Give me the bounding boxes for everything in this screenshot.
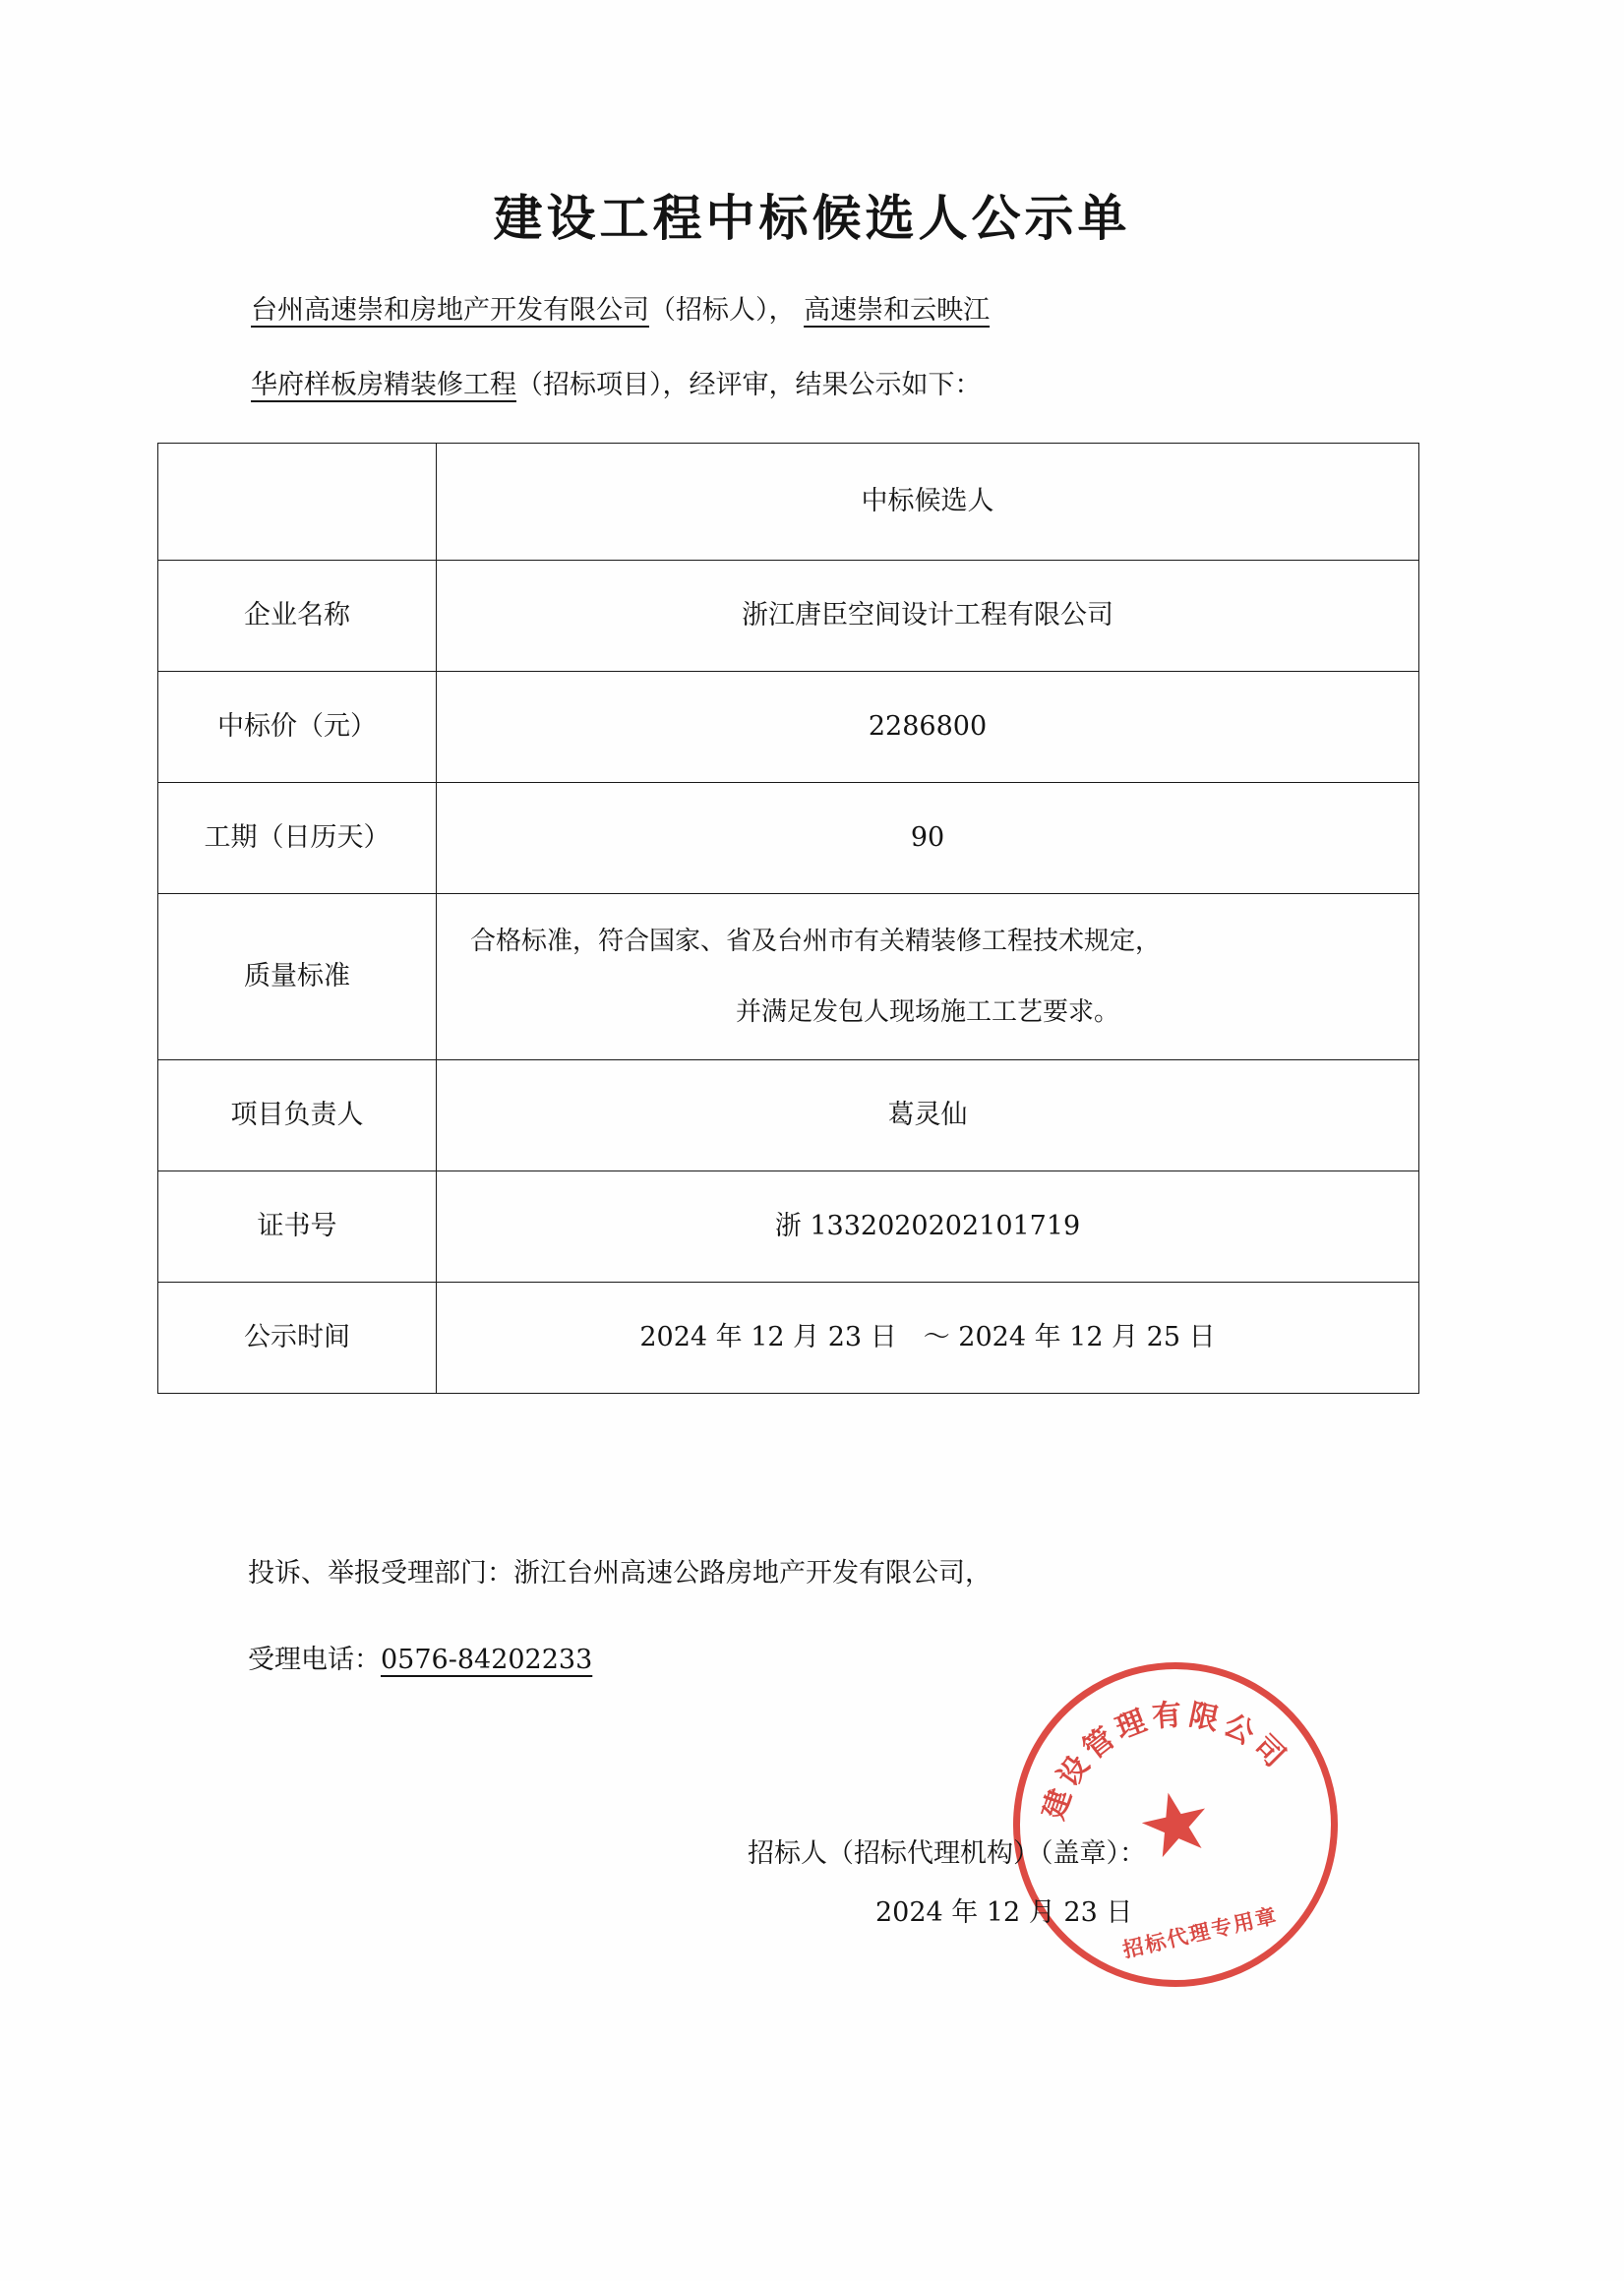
seal-top-text: 建设管理有限公司	[1036, 1697, 1295, 1825]
row-value-company: 浙江唐臣空间设计工程有限公司	[437, 561, 1419, 672]
table-row	[158, 783, 1419, 894]
signature-label: 招标人（招标代理机构）（盖章）：	[748, 1838, 1146, 1869]
table-row	[158, 1060, 1419, 1171]
table-row	[158, 1171, 1419, 1283]
table-row	[158, 672, 1419, 783]
table-row	[158, 894, 1419, 1060]
row-value-certificate: 浙 1332020202101719	[437, 1171, 1419, 1283]
row-label-company: 企业名称	[158, 561, 437, 672]
star-icon: ★	[1127, 1768, 1224, 1882]
page-title: 建设工程中标候选人公示单	[493, 189, 1131, 247]
complaint-department-line: 投诉、举报受理部门：浙江台州高速公路房地产开发有限公司，	[248, 1558, 992, 1589]
row-value-period: 2024 年 12 月 23 日 ～ 2024 年 12 月 25 日	[437, 1283, 1419, 1394]
row-value-price: 2286800	[437, 672, 1419, 783]
row-label-duration: 工期（日历天）	[158, 783, 437, 894]
candidate-table	[157, 443, 1419, 1394]
quality-text	[437, 906, 1418, 1048]
row-value-manager: 葛灵仙	[437, 1060, 1419, 1171]
table-row	[158, 1283, 1419, 1394]
row-value-duration: 90	[437, 783, 1419, 894]
header-empty-cell	[158, 444, 437, 561]
tenderee-suffix: （招标人），	[649, 295, 796, 326]
project-suffix: （招标项目），经评审，结果公示如下：	[516, 370, 982, 400]
quality-line-2: 并满足发包人现场施工工艺要求。	[735, 997, 1119, 1027]
phone-number: 0576-84202233	[381, 1645, 593, 1675]
row-label-price: 中标价（元）	[158, 672, 437, 783]
tenderee-name: 台州高速崇和房地产开发有限公司	[251, 295, 649, 326]
project-name-part2: 华府样板房精装修工程	[251, 370, 516, 400]
quality-line-1: 合格标准，符合国家、省及台州市有关精装修工程技术规定，	[470, 927, 1162, 956]
project-name-part1: 高速崇和云映江	[804, 295, 991, 326]
row-value-quality	[437, 894, 1419, 1060]
seal-bottom-text: 招标代理专用章	[1120, 1902, 1281, 1962]
header-candidate-cell: 中标候选人	[437, 444, 1419, 561]
table-row	[158, 561, 1419, 672]
phone-line	[248, 1638, 592, 1676]
intro-paragraph	[251, 273, 1412, 423]
signature-block	[748, 1825, 1377, 1943]
signature-date: 2024 年 12 月 23 日	[875, 1897, 1133, 1928]
table-row-header	[158, 444, 1419, 561]
row-label-certificate: 证书号	[158, 1171, 437, 1283]
phone-label: 受理电话：	[248, 1645, 381, 1675]
row-label-quality: 质量标准	[158, 894, 437, 1060]
row-label-period: 公示时间	[158, 1283, 437, 1394]
row-label-manager: 项目负责人	[158, 1060, 437, 1171]
